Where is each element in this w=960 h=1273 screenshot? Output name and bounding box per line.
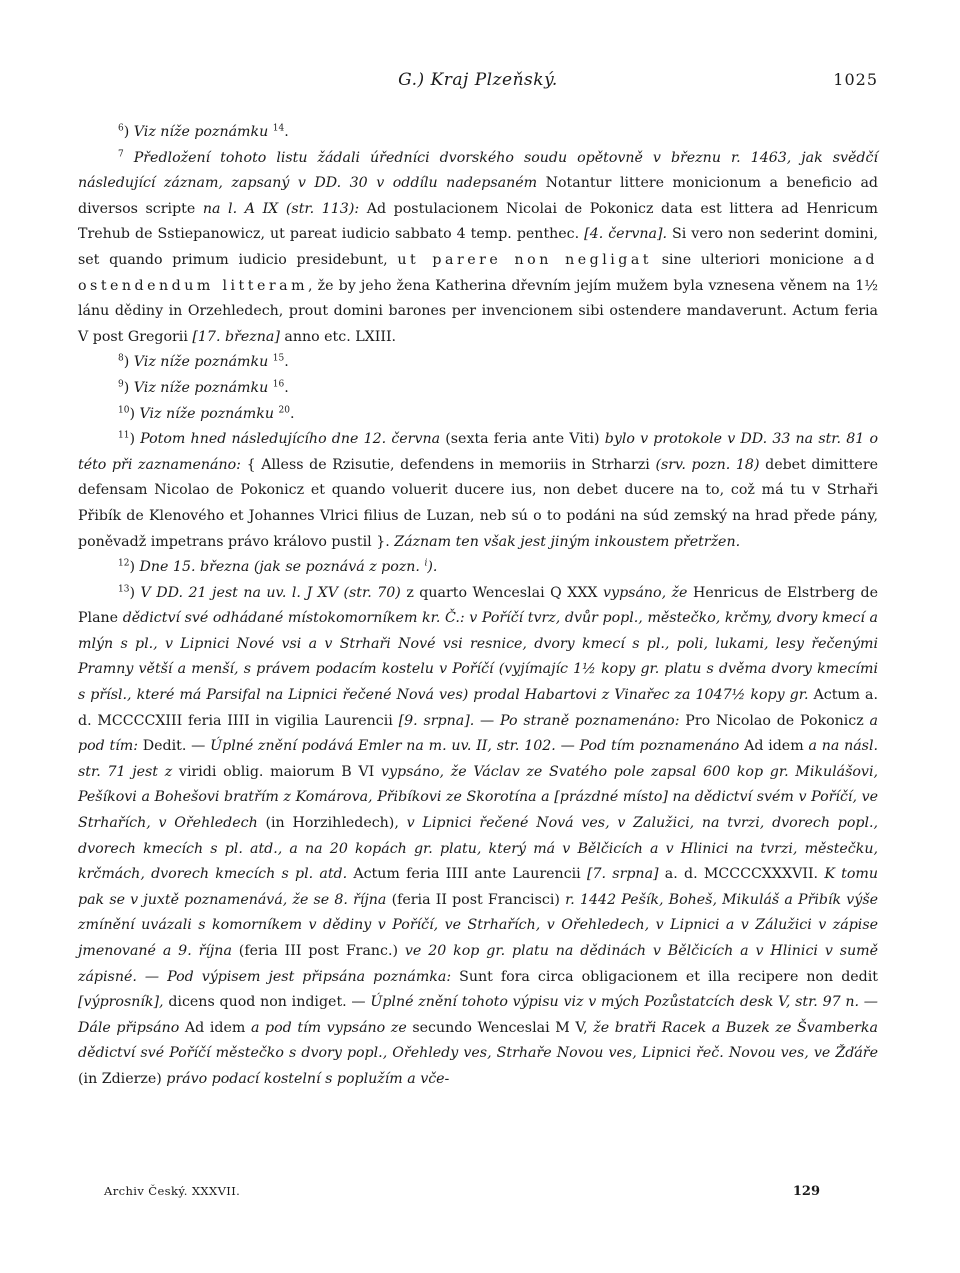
- latin-quote: sine ulteriori monicione: [652, 251, 854, 268]
- latin-quote: (feria II post Francisci): [386, 891, 566, 908]
- reference-number: 20: [278, 404, 290, 415]
- latin-quote: , že by jeho žena Katherina dřevním jejím mužem byla vznesena věnem na 1½ lánu dědiny in Orzehledech, prout domini barones per invencionem sibi ostendere mandaverunt. Actum feria V post Gregorii: [78, 277, 878, 345]
- latin-quote: { Alless de Rzisutie, defendens in memoriis in Strharzi: [240, 456, 656, 473]
- footnote-6: $^6$) Viz níže poznámku $^{14}$.: [118, 123, 289, 140]
- latin-quote: debet dimittere defensam Nicolao de Pokonicz et quando voluerit ducere ius, non debet ducere na to, což má tu v Strhaři Přibík de Klenového et Johannes Vlrici filius de Luzan, neb sú o to podáni na súd zemský na hrad přede pány, poněvadž impetrans právo královo pustil }.: [78, 456, 879, 550]
- footnote-mark: 7: [118, 148, 124, 159]
- page-footer: [104, 1184, 820, 1208]
- footnote-12: $^{12}$) Dne 15. března (jak se poznává z pozn. $^i$).: [118, 558, 438, 576]
- czech-commentary: že bratři Racek a Buzek ze Švamberka dědictví své Poříčí městečko s dvory popl., Ořehledy ves, Strhaře Novou ves, Lipnici řeč. Novou ves, ve Žďáře: [78, 1019, 878, 1062]
- czech-commentary: [výprosník],: [78, 994, 164, 1011]
- czech-commentary: na l. A IX (str. 113):: [202, 200, 360, 217]
- footnote-mark: 9: [118, 379, 124, 390]
- czech-commentary: Dne 15. března (jak se poznává z pozn.: [139, 559, 425, 576]
- punctuation: .: [284, 124, 289, 140]
- cross-reference: Viz níže poznámku: [133, 354, 269, 371]
- dash: —: [555, 738, 580, 755]
- czech-commentary: Pod tím poznamenáno: [579, 738, 740, 755]
- footnote-mark: 8: [118, 353, 124, 364]
- latin-quote: a. d. MCCCCXXXVII.: [658, 866, 825, 883]
- dash: —: [474, 712, 501, 729]
- czech-commentary: a pod tím:: [78, 712, 878, 755]
- latin-quote: Notantur littere monicionum a beneficio ad diversos scripte: [78, 175, 879, 217]
- latin-quote: secundo Wenceslai M V,: [406, 1019, 594, 1036]
- footnote-mark: 10: [118, 404, 130, 415]
- reference-number: 14: [272, 123, 285, 134]
- reference-number: 15: [272, 353, 285, 364]
- date-note: [9. srpna].: [398, 712, 475, 729]
- cross-reference: Viz níže poznámku: [133, 124, 269, 140]
- latin-quote: Ad idem: [179, 1019, 251, 1036]
- czech-commentary: Po straně poznamenáno:: [500, 712, 680, 729]
- footnote-8: $^8$) Viz níže poznámku $^{15}$.: [118, 353, 289, 371]
- czech-commentary: a na násl. str. 71 jest z: [78, 738, 879, 780]
- footnote-9: $^9$) Viz níže poznámku $^{16}$.: [118, 379, 289, 396]
- punctuation: .: [289, 405, 295, 422]
- running-title: G.) Kraj Plzeňský.: [398, 70, 558, 90]
- latin-quote: anno etc. LXIII.: [279, 328, 397, 345]
- czech-commentary: v Lipnici řečené Nová ves, v Zalužici, na tvrzi, dvorech popl., dvorech kmecích s pl. atd., a na 20 kopách gr. platu, který má v Bělčicích a v Hlinici na tvrzi, městečku, krčmách, dvorech kmecích s pl. atd.: [78, 815, 879, 883]
- date-note: [7. srpna]: [586, 866, 659, 883]
- czech-commentary: Úplné znění tohoto výpisu viz v mých Pozůstatcích desk V, str. 97 n. — Dále připsáno: [78, 994, 878, 1036]
- footnote-13: $^{13}$) V DD. 21 jest na uv. l. J XV (str. 70) z quarto Wenceslai Q XXX vypsáno, že Henricus de Elstrberg de Plane dědictví své odhádané místokomorníkem kr. Č.: v Poříčí tvrz, dvůr popl., městečko, krčmy, dvory kmecí a mlýn s pl., v Lipnici Nové vsi a v Strhaři Nové vsi resnice, dvory kmecí s pl., poli, lukami, lesy řečenými Pramny větší a menší, s právem podacím kostelu v Poříčí (vyjímajíc 1½ kopy gr. platu s dvěma dvory kmecími s přísl., které má Parsifal na Lipnici řečené Nová ves) prodal Habartovi z Vinařec za 1047½ kopy gr. Actum a. d. MCCCCXIII feria IIII in vigilia Laurencii [9. srpna]. — Po straně poznamenáno: Pro Nicolao de Pokonicz a pod tím: Dedit. — Úplné znění podává Emler na m. uv. II, str. 102. — Pod tím poznamenáno Ad idem a na násl. str. 71 jest z viridi oblig. maiorum B VI vypsáno, že Václav ze Svatého pole zapsal 600 kop gr. Mikulášovi, Pešíkovi a Bohešovi bratřím z Komárova, Přibíkovi ze Skorotína a [prázdné místo] na dědictví svém v Poříčí, ve Strhařích, v Ořehledech (in Horzihledech), v Lipnici řečené Nová ves, v Zalužici, na tvrzi, dvorech popl., dvorech kmecích s pl. atd., a na 20 kopách gr. platu, který má v Bělčicích a v Hlinici na tvrzi, městečku, krčmách, dvorech kmecích s pl. atd. Actum feria IIII ante Laurencii [7. srpna] a. d. MCCCCXXXVII. K tomu pak se v juxtě poznamenává, že se 8. října (feria II post Francisci) r. 1442 Pešík, Boheš, Mikuláš a Přibík výše zmínění uvázali s komorníkem v dědiny v Poříčí, ve Strhařích, v Ořehledech, v Lipnici a v Zálužici v zápise jmenované a 9. října (feria III post Franc.) ve 20 kop gr. platu na dědinách v Bělčicích a v Hlinici v sumě zápisné. — Pod výpisem jest připsána poznámka: Sunt fora circa obligacionem et illa recipere non dedit [výprosník], dicens quod non indiget. — Úplné znění tohoto výpisu viz v mých Pozůstatcích desk V, str. 97 n. — Dále připsáno Ad idem a pod tím vypsáno ze secundo Wenceslai M V, že bratři Racek a Buzek ze Švamberka dědictví své Poříčí městečko s dvory popl., Ořehledy ves, Strhaře Novou ves, Lipnici řeč. Novou ves, ve Žďáře (in Zdierze) právo podací kostelní s poplužím a vče-: [78, 583, 879, 1087]
- czech-commentary: Záznam ten však jest jiným inkoustem přetržen.: [394, 533, 741, 550]
- page-number: 1025: [833, 70, 878, 89]
- punctuation: .: [284, 379, 289, 396]
- footnote-mark: 12: [118, 558, 130, 569]
- latin-quote: dicens quod non indiget. —: [163, 994, 371, 1011]
- latin-quote: (in Horzihledech),: [257, 815, 407, 832]
- latin-quote: Si vero non sederint domini, set quando primum iudicio presidebunt,: [78, 226, 878, 268]
- latin-quote: (in Zdierze): [78, 1070, 167, 1087]
- czech-commentary: a pod tím vypsáno ze: [250, 1019, 407, 1036]
- latin-quote: Actum feria IIII ante Laurencii: [347, 866, 587, 883]
- czech-commentary: Úplné znění podává Emler na m. uv. II, str. 102.: [210, 738, 556, 755]
- footnote-text: [78, 120, 878, 1093]
- date-note: [4. června].: [584, 226, 668, 243]
- latin-quote: (feria III post Franc.): [231, 943, 405, 959]
- latin-quote: Henricus de Elstrberg de Plane: [78, 584, 879, 627]
- footnote-mark: 11: [118, 430, 130, 441]
- latin-quote: Ad postulacionem Nicolai de Pokonicz data est littera ad Henricum Trehub de Sstiepanowicz, ut pareat iudicio sabbato 4 temp. penthec.: [78, 200, 878, 243]
- czech-commentary: vypsáno, že: [603, 584, 688, 601]
- page-header: [78, 70, 878, 96]
- czech-commentary: dědictví své odhádané místokomorníkem kr. Č.: v Poříčí tvrz, dvůr popl., městečko, krčmy, dvory kmecí a mlýn s pl., v Lipnici Nové vsi a v Strhaři Nové vsi resnice, dvory kmecí s pl., poli, lukami, lesy řečenými Pramny větší a menší, s právem podacím kostelu v Poříčí (vyjímajíc 1½ kopy gr. platu s dvěma dvory kmecími s přísl., které má Parsifal na Lipnici řečené Nová ves) prodal Habartovi z Vinařec za 1047½ kopy gr.: [78, 610, 878, 704]
- punctuation: .: [284, 354, 289, 371]
- latin-quote: Dedit. —: [137, 738, 211, 755]
- latin-quote: z quarto Wenceslai Q XXX: [406, 584, 604, 601]
- spaced-quote: ut parere non negligat: [397, 251, 653, 268]
- printer-signature: Archiv Český. XXXVII.: [104, 1184, 241, 1198]
- footnote-mark: 13: [118, 583, 130, 594]
- czech-commentary: vypsáno, že Václav ze Svatého pole zapsal 600 kop gr. Mikulášovi, Pešíkovi a Bohešovi bratřím z Komárova, Přibíkovi ze Skorotína a [prázdné místo] na dědictví svém v Poříčí, ve Strhařích, v Ořehledech: [78, 763, 878, 832]
- czech-commentary: Potom hned následujícího dne 12. června: [140, 431, 441, 448]
- reference-number: i: [424, 558, 428, 569]
- reference-number: 16: [272, 379, 285, 390]
- latin-quote: Sunt fora circa obligacionem et illa recipere non dedit: [451, 968, 878, 985]
- latin-quote: (sexta feria ante Viti): [440, 431, 605, 448]
- footnote-10: $^{10}$) Viz níže poznámku $^{20}$.: [118, 404, 295, 422]
- footnote-7: [78, 146, 878, 351]
- cross-reference: (srv. pozn. 18): [655, 456, 760, 473]
- sheet-number: 129: [792, 1184, 820, 1199]
- czech-commentary: r. 1442 Pešík, Boheš, Mikuláš a Přibík výše zmínění uvázali s komorníkem v dědiny v Poříčí, ve Strhařích, v Ořehledech, v Lipnici a v Zálužici v zápise jmenované a 9. října: [78, 891, 878, 959]
- latin-quote: viridi oblig. maiorum B VI: [172, 763, 381, 780]
- date-note: [17. března]: [192, 328, 280, 345]
- footnote-11: $^{11}$) Potom hned následujícího dne 12. června (sexta feria ante Viti) bylo v protokole v DD. 33 na str. 81 o této při zaznamenáno: { Alless de Rzisutie, defendens in memoriis in Strharzi (srv. pozn. 18) debet dimittere defensam Nicolao de Pokonicz et quando voluerit ducere ius, non debet ducere na to, což má tu v Strhaři Přibík de Klenového et Johannes Vlrici filius de Luzan, neb sú o to podáni na súd zemský na hrad přede pány, poněvadž impetrans právo královo pustil }. Záznam ten však jest jiným inkoustem přetržen.: [78, 430, 879, 550]
- cross-reference: Viz níže poznámku: [139, 405, 274, 422]
- latin-quote: Actum a. d. MCCCCXIII feria IIII in vigilia Laurencii: [78, 687, 878, 729]
- czech-commentary: Předložení tohoto listu žádali úředníci dvorského soudu opětovně v březnu r. 1463, jak svědčí následující záznam, zapsaný v DD. 30 v oddílu nadepsaném: [78, 149, 878, 192]
- spaced-quote: ad ostendendum litteram: [78, 251, 878, 294]
- latin-quote: Ad idem: [739, 738, 809, 755]
- czech-commentary: V DD. 21 jest na uv. l. J XV (str. 70): [140, 584, 407, 601]
- czech-commentary: bylo v protokole v DD. 33 na str. 81 o této při zaznamenáno:: [78, 431, 878, 473]
- footnote-mark: 6: [118, 123, 124, 134]
- czech-commentary: ve 20 kop gr. platu na dědinách v Bělčicích a v Hlinici v sumě zápisné. — Pod výpisem jest připsána poznámka:: [78, 943, 878, 985]
- cross-reference: Viz níže poznámku: [133, 379, 269, 396]
- czech-commentary: právo podací kostelní s poplužím a vče-: [166, 1070, 450, 1087]
- punctuation: ).: [427, 559, 438, 576]
- czech-commentary: K tomu pak se v juxtě poznamenává, že se 8. října: [78, 866, 878, 908]
- latin-quote: Pro Nicolao de Pokonicz: [679, 712, 870, 729]
